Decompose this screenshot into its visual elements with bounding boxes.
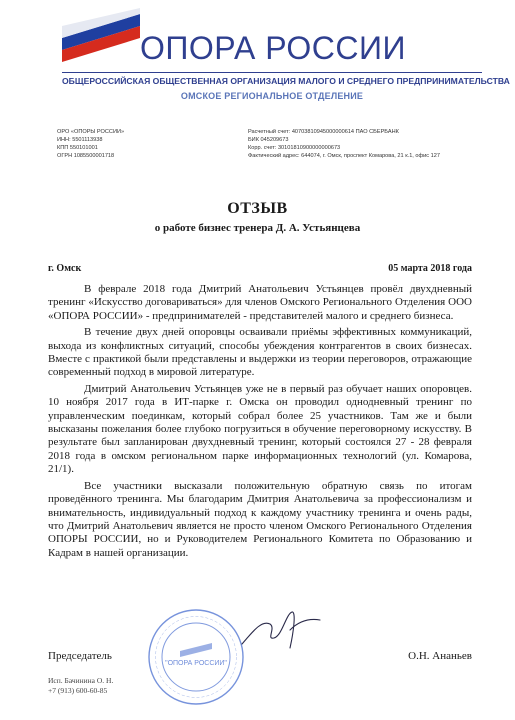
requisite-line: Корр. счет: 30101810900000000673 <box>248 145 341 151</box>
body-paragraph: Дмитрий Анатольевич Устьянцев уже не в первый раз обучает наших опоровцев. 10 ноября 2017 года в ИТ-парке г. Омска он проводил однодневный тренинг по управленческим поединкам, который собрал более 25 участников. Там же и были высказаны пожелания более глубоко погрузиться в обучение переговорному искусству. В результате был запланирован двухдневный тренинг, который состоялся 27 - 28 февраля 2018 года в омском региональном парке информационных технологий (ул. Комарова, 21/1). <box>48 382 472 476</box>
requisite-line: ОГРН 1085500001718 <box>57 153 115 159</box>
handwritten-signature-icon <box>236 600 326 660</box>
executor-info <box>48 676 113 696</box>
executor-phone: +7 (913) 600-60-85 <box>48 686 108 695</box>
document-body <box>48 283 472 563</box>
requisite-line: ОРО «ОПОРЫ РОССИИ» <box>57 129 125 135</box>
requisite-line: ИНН: 5501113938 <box>57 137 103 143</box>
requisites-right <box>248 128 508 160</box>
requisite-line: КПП 550101001 <box>57 145 98 151</box>
signer-name: О.Н. Ананьев <box>408 650 472 662</box>
document-subtitle: о работе бизнес тренера Д. А. Устьянцева <box>154 222 361 234</box>
org-name: ОПОРА РОССИИ <box>140 30 406 66</box>
document-date: 05 марта 2018 года <box>388 263 472 274</box>
signer-position: Председатель <box>48 650 112 662</box>
header-divider <box>62 72 482 73</box>
requisite-line: Расчетный счет: 40703810945000000614 ПАО СБЕРБАНК <box>248 129 399 135</box>
document-title: ОТЗЫВ <box>227 200 288 217</box>
org-subtitle: ОБЩЕРОССИЙСКАЯ ОБЩЕСТВЕННАЯ ОРГАНИЗАЦИЯ МАЛОГО И СРЕДНЕГО ПРЕДПРИНИМАТЕЛЬСТВА <box>62 76 510 86</box>
body-paragraph: Все участники высказали положительную обратную связь по итогам проведённого тренинга. Мы благодарим Дмитрия Анатольевича за профессионализм и внимательность, индивидуальный подход к каждому участнику тренинга и очень рады, что Дмитрий Анатольевич является не просто членом Омского Регионального Отделения ОПОРЫ РОССИИ, но и Руководителем Регионального Комитета по Образованию и Кадрам в нашей организации. <box>48 479 472 559</box>
organization-seal-icon <box>146 607 246 707</box>
requisite-line: Фактический адрес: 644074, г. Омск, проспект Комарова, 21 к.1, офис 127 <box>248 153 440 159</box>
document-city: г. Омск <box>48 263 82 274</box>
regional-branch: ОМСКОЕ РЕГИОНАЛЬНОЕ ОТДЕЛЕНИЕ <box>180 91 364 101</box>
opora-logo-icon <box>62 8 140 64</box>
seal-text: "ОПОРА РОССИИ" <box>165 660 227 667</box>
body-paragraph: В феврале 2018 года Дмитрий Анатольевич Устьянцев провёл двухдневный тренинг «Искусство договариваться» для членов Омского Регионального Отделения ООО «ОПОРА РОССИИ» - предпринимателей - представителей малого и среднего бизнеса. <box>48 283 472 322</box>
requisites-left <box>57 128 237 160</box>
requisite-line: БИК 045209673 <box>248 137 289 143</box>
executor-name: Исп. Бачинина О. Н. <box>48 676 114 685</box>
body-paragraph: В течение двух дней опоровцы осваивали приёмы эффективных коммуникаций, выхода из конфликтных ситуаций, способы убеждения контрагентов в своих бизнесах. Вместе с практикой были представлены и выдержки из теории переговоров, отражающие современный подход в мировой литературе. <box>48 326 472 379</box>
